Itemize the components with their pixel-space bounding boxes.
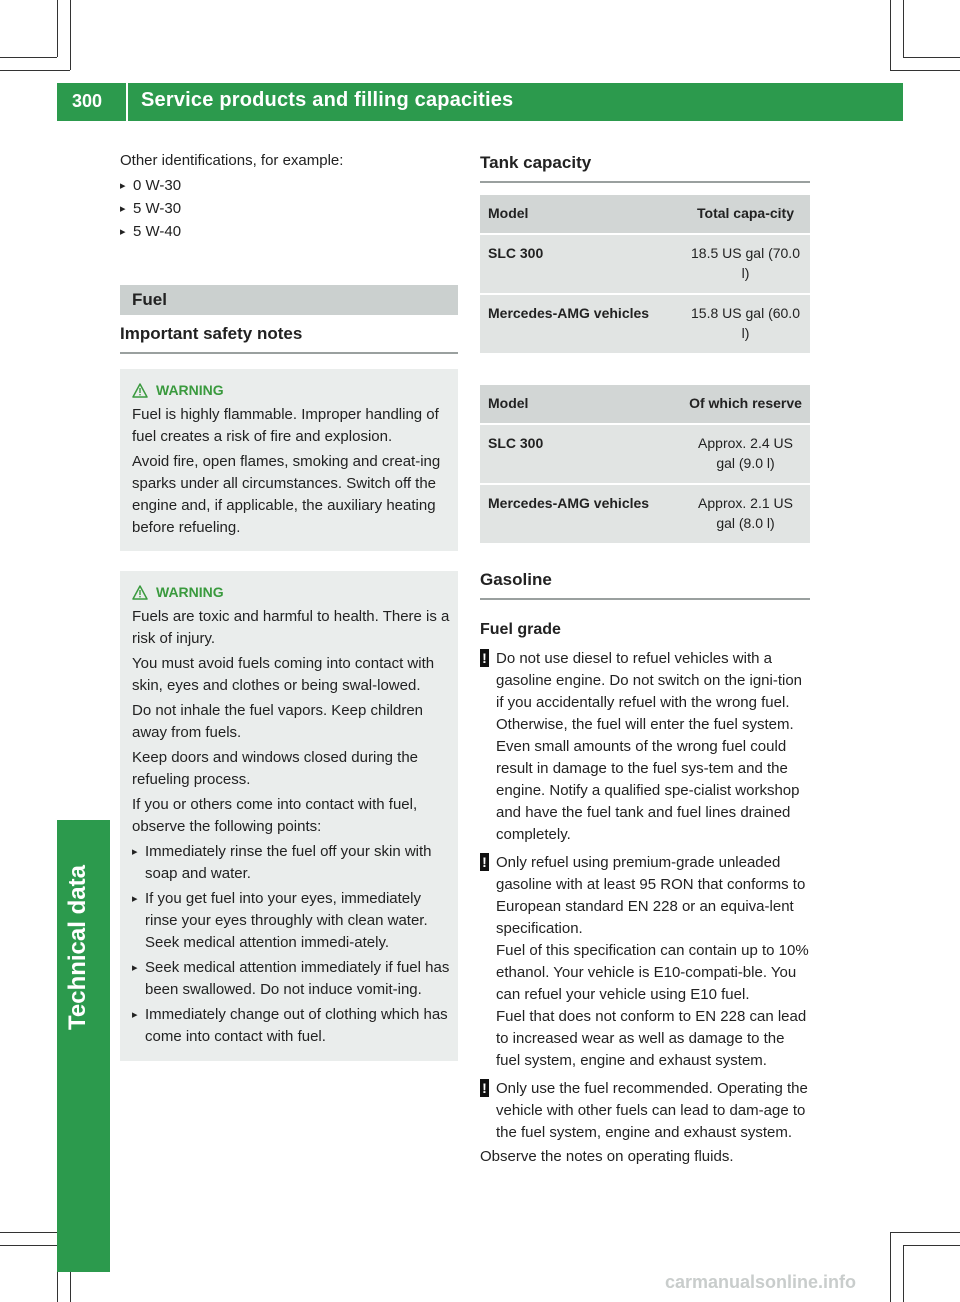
table-row (480, 485, 810, 543)
table-header-row (480, 195, 810, 233)
crop-mark (903, 1245, 904, 1302)
page-number: 300 (72, 91, 103, 111)
warning-text: Fuel is highly flammable. Improper handling of fuel creates a risk of fire and explosion. (132, 406, 439, 445)
table-cell: 18.5 US gal (70.0 l) (681, 235, 810, 293)
gasoline-heading: Gasoline (480, 567, 810, 600)
warning-title: WARNING (156, 584, 224, 600)
table-cell: SLC 300 (480, 425, 681, 483)
crop-mark (0, 57, 57, 58)
warning-triangle-icon (132, 585, 148, 600)
warning-text: Fuels are toxic and harmful to health. There is a risk of injury. (132, 608, 450, 647)
crop-mark (890, 1232, 960, 1233)
left-column (120, 150, 458, 1061)
table-cell: Mercedes-AMG vehicles (480, 295, 681, 353)
table-header-cell: Model (480, 195, 681, 233)
table-header-row (480, 385, 810, 423)
example-list (120, 175, 458, 243)
crop-mark (890, 0, 891, 70)
notice-item (480, 1078, 810, 1144)
table-header-cell: Total capa-city (681, 195, 810, 233)
warning-bullet-list (132, 841, 450, 1048)
list-item: ▸ Immediately change out of clothing which has come into contact with fuel. (132, 1004, 450, 1048)
watermark-text: carmanualsonline.info (665, 1272, 857, 1292)
right-column (480, 150, 810, 1168)
table-cell: 15.8 US gal (60.0 l) (681, 295, 810, 353)
crop-mark (903, 57, 960, 58)
table-cell: SLC 300 (480, 235, 681, 293)
warning-box (120, 571, 458, 1061)
warning-title: WARNING (156, 382, 224, 398)
warning-text: Do not inhale the fuel vapors. Keep children away from fuels. (132, 702, 424, 741)
safety-heading: Important safety notes (120, 321, 458, 354)
exclamation-icon: ! (480, 1079, 489, 1097)
table-header-cell: Of which reserve (681, 385, 810, 423)
table-cell: Approx. 2.4 US gal (9.0 l) (681, 425, 810, 483)
crop-mark (890, 70, 960, 71)
exclamation-icon: ! (480, 853, 489, 871)
table-row (480, 425, 810, 483)
table-cell: Mercedes-AMG vehicles (480, 485, 681, 543)
tank-capacity-heading: Tank capacity (480, 150, 810, 183)
warning-header (132, 379, 450, 401)
warning-triangle-icon (132, 383, 148, 398)
list-item: ▸ If you get fuel into your eyes, immediately rinse your eyes throughly with clean water. Seek medical attention immedi-ately. (132, 888, 450, 954)
fuel-grade-heading: Fuel grade (480, 621, 561, 638)
crop-mark (0, 1245, 57, 1246)
intro-text: Other identifications, for example: (120, 152, 344, 169)
crop-mark (0, 70, 70, 71)
table-row (480, 235, 810, 293)
warning-text: Avoid fire, open flames, smoking and creat-ing sparks under all circumstances. Switch off the engine and, if applicable, the auxiliary heating before refueling. (132, 453, 441, 536)
warning-text: If you or others come into contact with fuel, observe the following points: (132, 796, 418, 835)
warning-box (120, 369, 458, 551)
crop-mark (70, 0, 71, 70)
section-band-fuel: Fuel (120, 285, 458, 315)
list-item: ▸ Seek medical attention immediately if fuel has been swallowed. Do not induce vomit-ing. (132, 957, 450, 1001)
warning-text: You must avoid fuels coming into contact with skin, eyes and clothes or being swal-lowed. (132, 655, 435, 694)
header-divider (126, 83, 128, 121)
warning-header (132, 581, 450, 603)
notice-text: Only refuel using premium-grade unleaded gasoline with at least 95 RON that conforms to European standard EN 228 or an equiva-lent specification. (496, 854, 806, 937)
list-item: ▸ 5 W-40 (120, 221, 458, 243)
closing-text: Observe the notes on operating fluids. (480, 1148, 734, 1165)
notice-text: Fuel of this specification can contain up to 10% ethanol. Your vehicle is E10-compati-ble. You can refuel your vehicle using E10 fuel. (496, 942, 809, 1003)
tank-capacity-table (480, 193, 810, 355)
list-item: ▸ Immediately rinse the fuel off your skin with soap and water. (132, 841, 450, 885)
notice-text: Do not use diesel to refuel vehicles with a gasoline engine. Do not switch on the igni-tion if you accidentally refuel with the wrong fuel. Otherwise, the fuel will enter the fuel system. Even small amounts of the wrong fuel could result in damage to the fuel sys-tem and the engine. Notify a qualified spe-cialist workshop and have the fuel tank and fuel lines drained completely. (496, 650, 803, 843)
crop-mark (903, 0, 904, 57)
crop-mark (890, 1232, 891, 1302)
page-title: Service products and filling capacities (141, 89, 514, 111)
crop-mark (903, 1245, 960, 1246)
notice-text: Only use the fuel recommended. Operating the vehicle with other fuels can lead to dam-age to the fuel system, engine and exhaust system. (496, 1080, 808, 1141)
list-item: ▸ 5 W-30 (120, 198, 458, 220)
table-row (480, 295, 810, 353)
exclamation-icon: ! (480, 649, 489, 667)
warning-text: Keep doors and windows closed during the refueling process. (132, 749, 419, 788)
notice-item (480, 852, 810, 1072)
table-header-cell: Model (480, 385, 681, 423)
notice-item (480, 648, 810, 846)
table-cell: Approx. 2.1 US gal (8.0 l) (681, 485, 810, 543)
list-item: ▸ 0 W-30 (120, 175, 458, 197)
notice-text: Fuel that does not conform to EN 228 can lead to increased wear as well as damage to the fuel system, engine and exhaust system. (496, 1008, 807, 1069)
reserve-table (480, 383, 810, 545)
crop-mark (57, 0, 58, 57)
